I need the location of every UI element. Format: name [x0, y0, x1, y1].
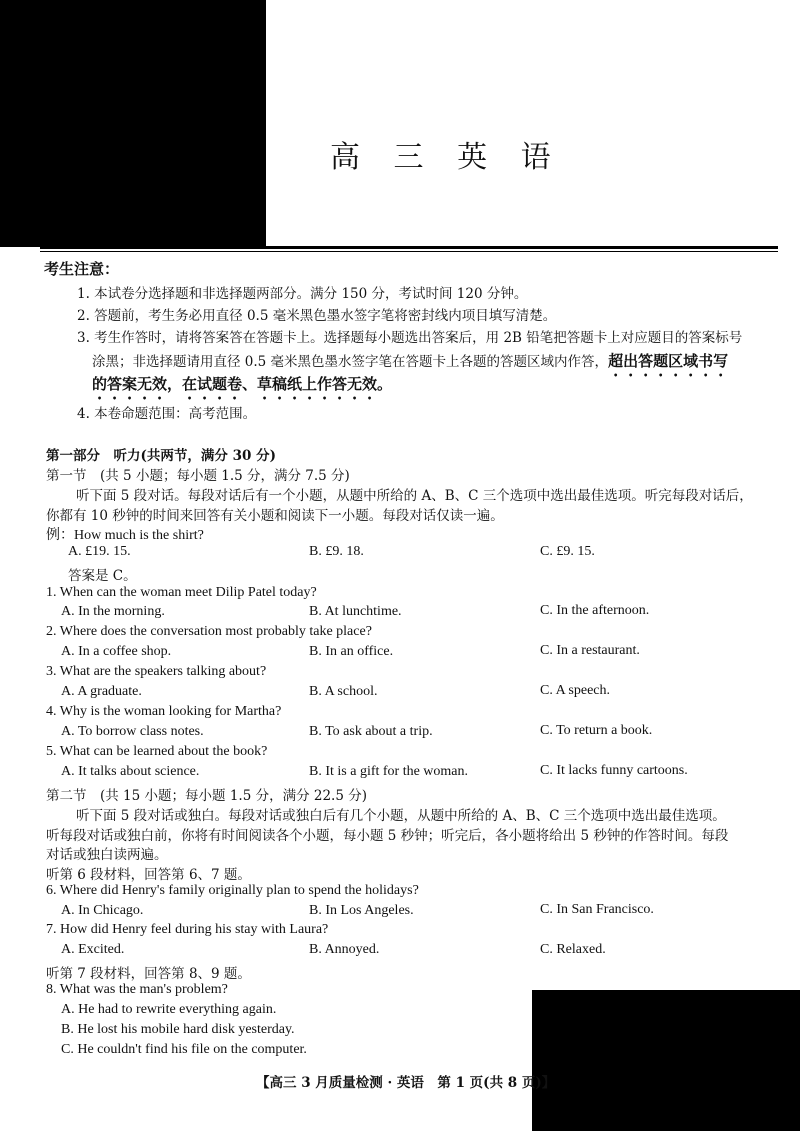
q4-option-c: C. To return a book.	[540, 723, 653, 738]
q8-option-c: C. He couldn't find his file on the computer.	[61, 1042, 307, 1057]
q6-option-b: B. In Los Angeles.	[309, 903, 414, 918]
section2-instruction-2: 听每段对话或独白前，你将有时间阅读各个小题，每小题 5 秒钟；听完后，各小题将给出 5 秒钟的作答时间。每段	[46, 828, 729, 844]
question-2: 2. Where does the conversation most probably take place?	[46, 624, 372, 639]
q5-option-a: A. It talks about science.	[61, 764, 200, 779]
example-option-a: A. £19. 15.	[68, 544, 131, 559]
part1-heading: 第一部分 听力(共两节，满分 30 分)	[46, 448, 276, 464]
section2-heading: 第二节 (共 15 小题；每小题 1.5 分，满分 22.5 分)	[46, 788, 367, 804]
question-3: 3. What are the speakers talking about?	[46, 664, 267, 679]
material-7-label: 听第 7 段材料，回答第 8、9 题。	[46, 966, 251, 982]
section1-instruction-1: 听下面 5 段对话。每段对话后有一个小题，从题中所给的 A、B、C 三个选项中选出最佳选项。听完每段对话后，	[76, 488, 753, 504]
page-title: 高 三 英 语	[330, 140, 563, 175]
notice-item-1: 1. 本试卷分选择题和非选择题两部分。满分 150 分，考试时间 120 分钟。	[77, 286, 528, 302]
material-6-label: 听第 6 段材料，回答第 6、7 题。	[46, 867, 251, 883]
redacted-region-top	[0, 0, 266, 247]
q6-option-c: C. In San Francisco.	[540, 902, 654, 917]
question-8: 8. What was the man's problem?	[46, 982, 228, 997]
notice-item-3-line2: 涂黑；非选择题请用直径 0.5 毫米黑色墨水签字笔在答题卡上各题的答题区域内作答，	[92, 354, 609, 370]
example-option-b: B. £9. 18.	[309, 544, 364, 559]
q8-option-a: A. He had to rewrite everything again.	[61, 1002, 277, 1017]
q5-option-b: B. It is a gift for the woman.	[309, 764, 469, 779]
q3-option-a: A. A graduate.	[61, 684, 142, 699]
q6-option-a: A. In Chicago.	[61, 903, 144, 918]
notice-emphasis-b: 的答案无效，在试题卷、草稿纸上作答无效。	[92, 375, 393, 393]
q7-option-b: B. Annoyed.	[309, 942, 380, 957]
notice-item-4: 4. 本卷命题范围：高考范围。	[77, 406, 257, 422]
q4-option-a: A. To borrow class notes.	[61, 724, 204, 739]
q2-option-a: A. In a coffee shop.	[61, 644, 172, 659]
example-option-c: C. £9. 15.	[540, 544, 595, 559]
q2-option-c: C. In a restaurant.	[540, 643, 640, 658]
redacted-region-bottom	[532, 990, 800, 1131]
divider-thin	[40, 251, 778, 252]
question-5: 5. What can be learned about the book?	[46, 744, 268, 759]
question-7: 7. How did Henry feel during his stay with Laura?	[46, 922, 329, 937]
page-footer: 【高三 3 月质量检测 · 英语 第 1 页(共 8 页)】	[256, 1075, 556, 1091]
q4-option-b: B. To ask about a trip.	[309, 724, 433, 739]
q7-option-c: C. Relaxed.	[540, 942, 606, 957]
notice-emphasis-a: 超出答题区域书写	[608, 352, 729, 370]
notice-item-2: 2. 答题前，考生务必用直径 0.5 毫米黑色墨水签字笔将密封线内项目填写清楚。	[77, 308, 557, 324]
section1-heading: 第一节 (共 5 小题；每小题 1.5 分，满分 7.5 分)	[46, 468, 350, 484]
section2-instruction-1: 听下面 5 段对话或独白。每段对话或独白后有几个小题，从题中所给的 A、B、C 三个选项中选出最佳选项。	[76, 808, 726, 824]
question-4: 4. Why is the woman looking for Martha?	[46, 704, 282, 719]
q3-option-b: B. A school.	[309, 684, 378, 699]
q1-option-b: B. At lunchtime.	[309, 604, 402, 619]
question-6: 6. Where did Henry's family originally plan to spend the holidays?	[46, 883, 419, 898]
question-1: 1. When can the woman meet Dilip Patel today?	[46, 585, 317, 600]
q1-option-c: C. In the afternoon.	[540, 603, 650, 618]
q8-option-b: B. He lost his mobile hard disk yesterday.	[61, 1022, 295, 1037]
q3-option-c: C. A speech.	[540, 683, 610, 698]
example-answer: 答案是 C。	[68, 568, 137, 584]
q1-option-a: A. In the morning.	[61, 604, 165, 619]
notice-item-3: 3. 考生作答时，请将答案答在答题卡上。选择题每小题选出答案后，用 2B 铅笔把答题卡上对应题目的答案标号	[77, 330, 743, 346]
section1-instruction-2: 你都有 10 秒钟的时间来回答有关小题和阅读下一小题。每段对话仅读一遍。	[46, 508, 504, 524]
notice-heading: 考生注意：	[44, 260, 120, 278]
q7-option-a: A. Excited.	[61, 942, 125, 957]
q2-option-b: B. In an office.	[309, 644, 394, 659]
section2-instruction-3: 对话或独白读两遍。	[46, 847, 168, 863]
example-question: 例：How much is the shirt?	[46, 528, 204, 543]
q5-option-c: C. It lacks funny cartoons.	[540, 763, 688, 778]
divider-thick	[40, 246, 778, 249]
